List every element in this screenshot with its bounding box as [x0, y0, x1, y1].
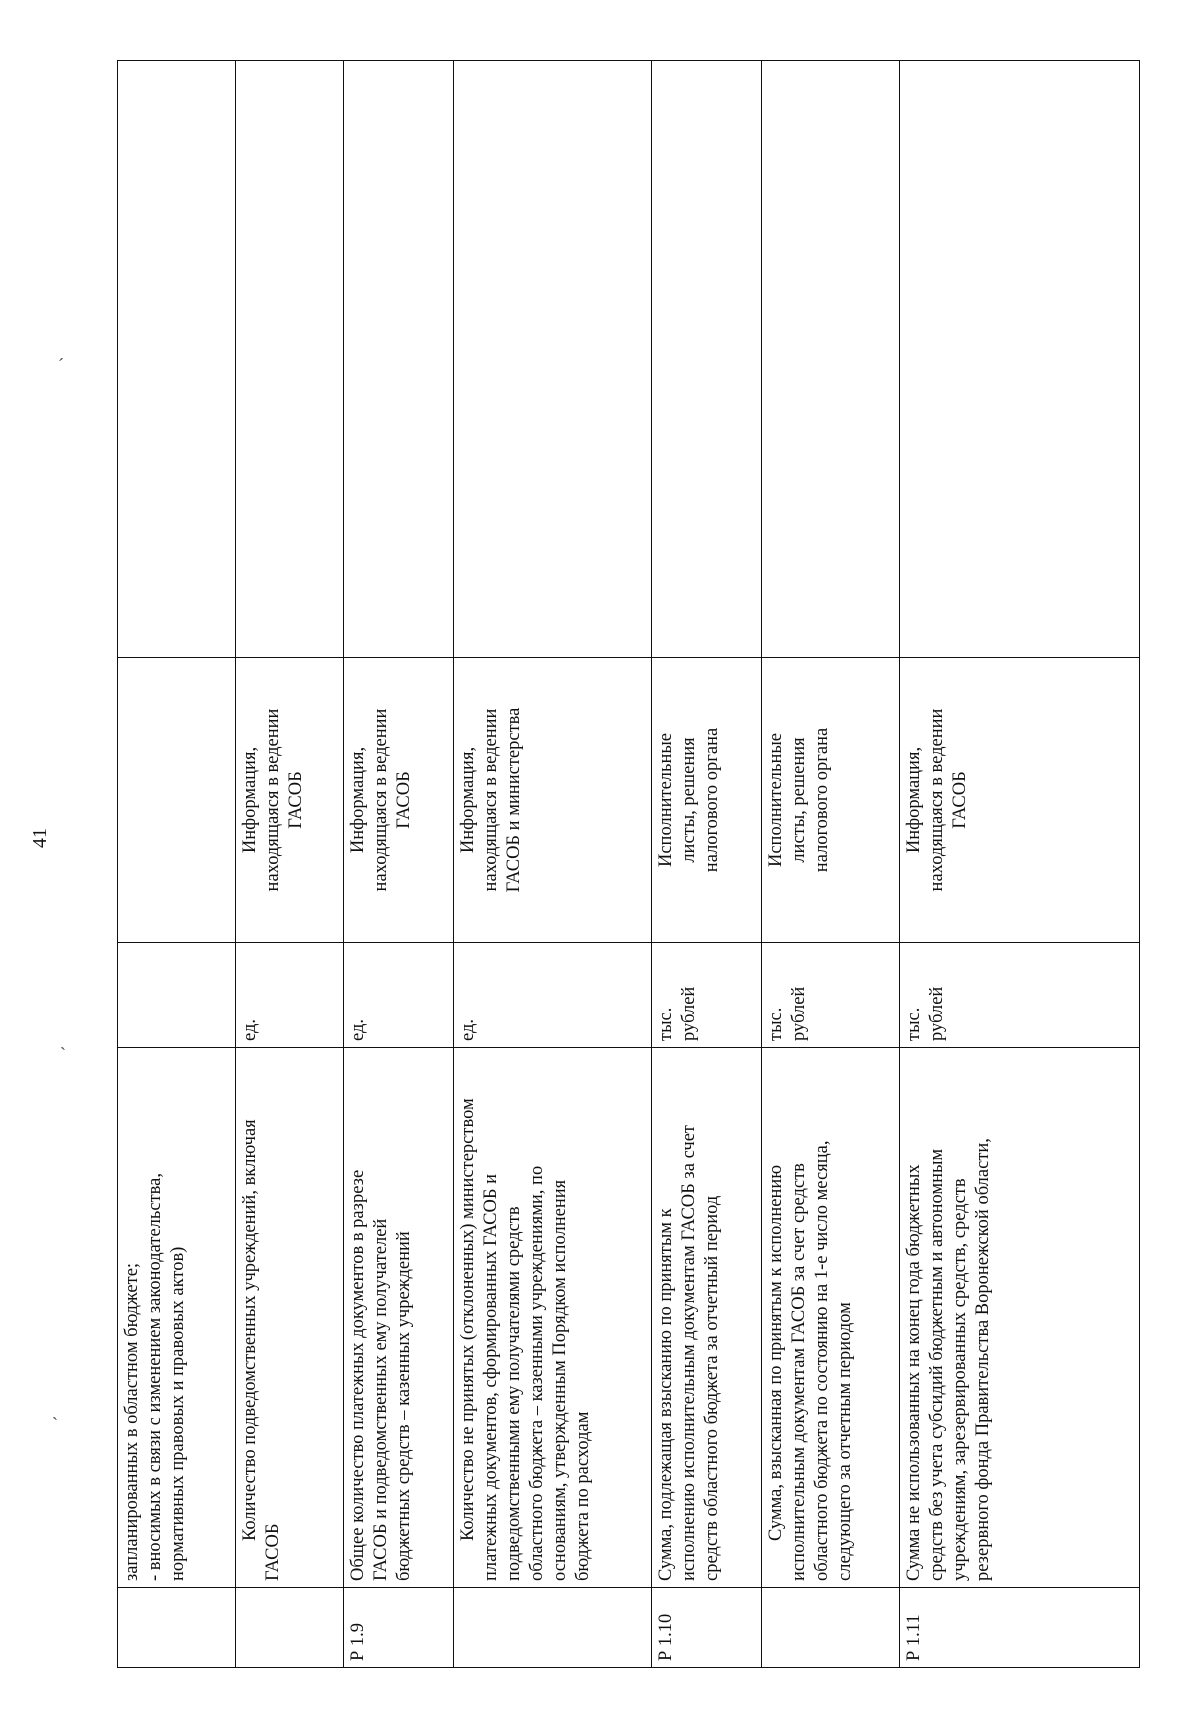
rotated-page [117, 61, 1139, 1668]
row-unit [118, 943, 236, 1048]
row-unit: тыс. рублей [900, 943, 1140, 1048]
row-source: Исполнительные листы, решения налогового органа [762, 658, 900, 943]
row-code: Р 1.11 [900, 1588, 1140, 1668]
table-row [344, 61, 454, 1668]
table-row [762, 61, 900, 1668]
row-notes [900, 61, 1140, 658]
scan-mark: ˏ [60, 1030, 66, 1050]
row-notes [762, 61, 900, 658]
row-description: Количество подведомственных учреждений, включая ГАСОБ [236, 1048, 344, 1588]
row-source: Информация, находящаяся в ведении ГАСОБ [900, 658, 1140, 943]
table-row [900, 61, 1140, 1668]
row-unit: тыс. рублей [652, 943, 762, 1048]
row-code: Р 1.9 [344, 1588, 454, 1668]
scan-mark: ˊ [58, 355, 64, 375]
row-notes [236, 61, 344, 658]
row-unit: ед. [344, 943, 454, 1048]
table-row [118, 61, 236, 1668]
row-unit: тыс. рублей [762, 943, 900, 1048]
page-number: 41 [29, 828, 51, 848]
indicator-table [117, 60, 1140, 1668]
table-row [652, 61, 762, 1668]
row-source: Информация, находящаяся в ведении ГАСОБ и министерства [454, 658, 652, 943]
row-notes [344, 61, 454, 658]
row-code: Р 1.10 [652, 1588, 762, 1668]
row-code [762, 1588, 900, 1668]
row-notes [118, 61, 236, 658]
row-description: запланированных в областном бюджете; - вносимых в связи с изменением законодательства, нормативных правовых и правовых актов) [118, 1048, 236, 1588]
row-source: Исполнительные листы, решения налогового органа [652, 658, 762, 943]
row-code [236, 1588, 344, 1668]
row-notes [454, 61, 652, 658]
table-row [236, 61, 344, 1668]
scan-mark: ˏ [52, 1400, 58, 1420]
table-row [454, 61, 652, 1668]
row-source [118, 658, 236, 943]
row-description: Сумма, подлежащая взысканию по принятым к исполнению исполнительным документам ГАСОБ за счет средств областного бюджета за отчетный период [652, 1048, 762, 1588]
row-description: Сумма, взысканная по принятым к исполнению исполнительным документам ГАСОБ за счет средств областного бюджета по состоянию на 1-е число месяца, следующего за отчетным периодом [762, 1048, 900, 1588]
row-description: Общее количество платежных документов в разрезе ГАСОБ и подведомственных ему получателей бюджетных средств – казенных учреждений [344, 1048, 454, 1588]
row-code [118, 1588, 236, 1668]
row-description: Сумма не использованных на конец года бюджетных средств без учета субсидий бюджетным и автономным учреждениям, зарезервированных средств, средств резервного фонда Правительства Воронежской области, [900, 1048, 1140, 1588]
row-unit: ед. [236, 943, 344, 1048]
row-description: Количество не принятых (отклоненных) министерством платежных документов, сформированных ГАСОБ и подведомственными ему получателями средств областного бюджета – казенными учреждениями, по основаниям, утвержденным Порядком исполнения бюджета по расходам [454, 1048, 652, 1588]
row-notes [652, 61, 762, 658]
row-source: Информация, находящаяся в ведении ГАСОБ [236, 658, 344, 943]
row-unit: ед. [454, 943, 652, 1048]
row-code [454, 1588, 652, 1668]
row-source: Информация, находящаяся в ведении ГАСОБ [344, 658, 454, 943]
